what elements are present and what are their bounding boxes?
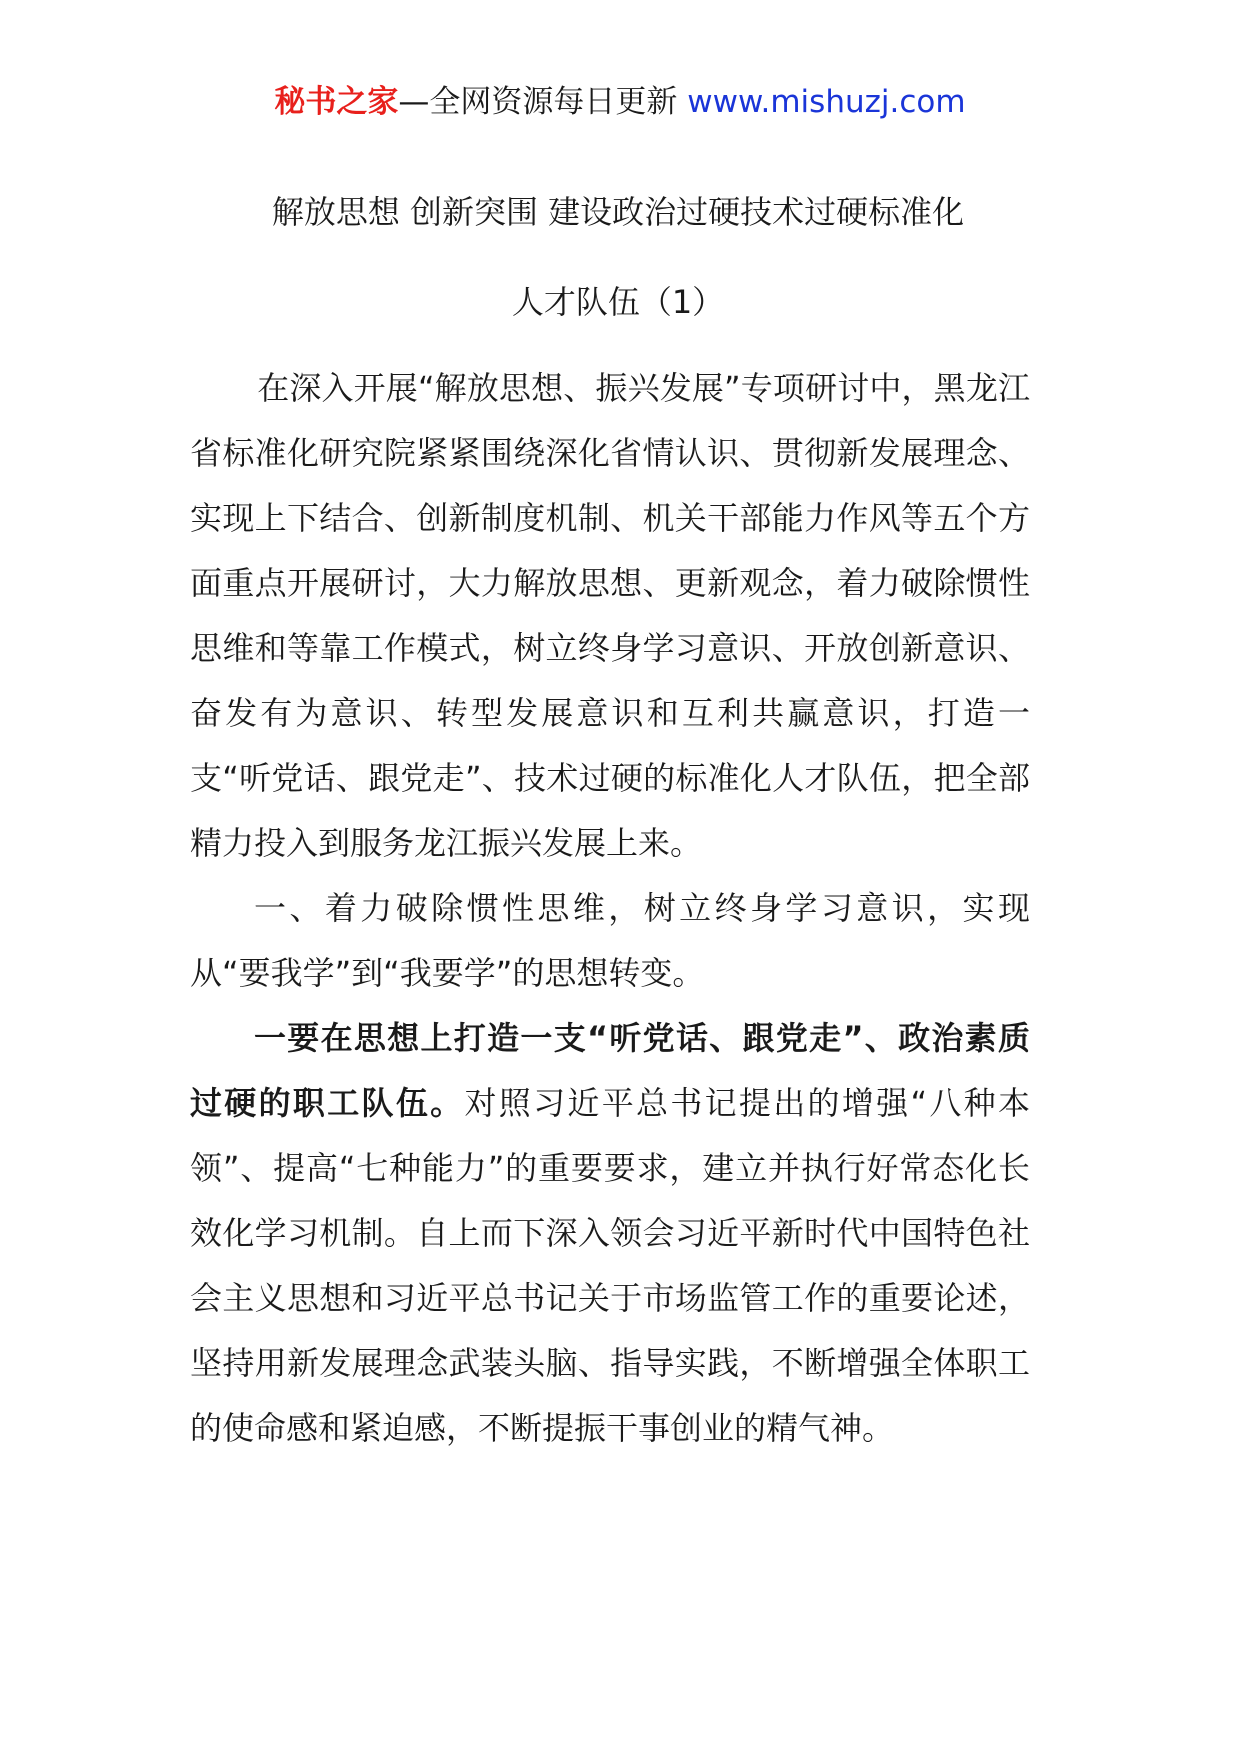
document-title-line-1: 解放思想 创新突围 建设政治过硬技术过硬标准化 — [271, 193, 965, 231]
paragraph-section-heading — [190, 876, 1030, 1006]
paragraph-intro — [190, 356, 1030, 876]
paragraph-point-one — [190, 1006, 1030, 1461]
banner-tagline: —全网资源每日更新 — [398, 84, 678, 120]
site-url-link[interactable]: www.mishuzj.com — [687, 84, 966, 120]
document-body — [190, 356, 1030, 1461]
brand-name: 秘书之家 — [274, 84, 399, 120]
paragraph-bold-lead: 一要在思想上打造一支“听党话、跟党走”、政治素质过硬的职工队伍。 — [190, 1019, 1030, 1122]
site-banner — [0, 80, 1240, 124]
section-heading-text: 一、着力破除惯性思维，树立终身学习意识，实现从“要我学”到“我要学”的思想转变。 — [190, 889, 1030, 992]
paragraph-text: 对照习近平总书记提出的增强“八种本领”、提高“七种能力”的重要要求，建立并执行好常态化长效化学习机制。自上而下深入领会习近平新时代中国特色社会主义思想和习近平总书记关于市场监管工作的重要论述，坚持用新发展理念武装头脑、指导实践，不断增强全体职工的使命感和紧迫感，不断提振干事创业的精气神。 — [190, 1084, 1030, 1447]
paragraph-text: 在深入开展“解放思想、振兴发展”专项研讨中，黑龙江省标准化研究院紧紧围绕深化省情认识、贯彻新发展理念、实现上下结合、创新制度机制、机关干部能力作风等五个方面重点开展研讨，大力解放思想、更新观念，着力破除惯性思维和等靠工作模式，树立终身学习意识、开放创新意识、奋发有为意识、转型发展意识和互利共赢意识，打造一支“听党话、跟党走”、技术过硬的标准化人才队伍，把全部精力投入到服务龙江振兴发展上来。 — [190, 369, 1030, 862]
document-title-line-2: 人才队伍（1） — [511, 283, 725, 321]
